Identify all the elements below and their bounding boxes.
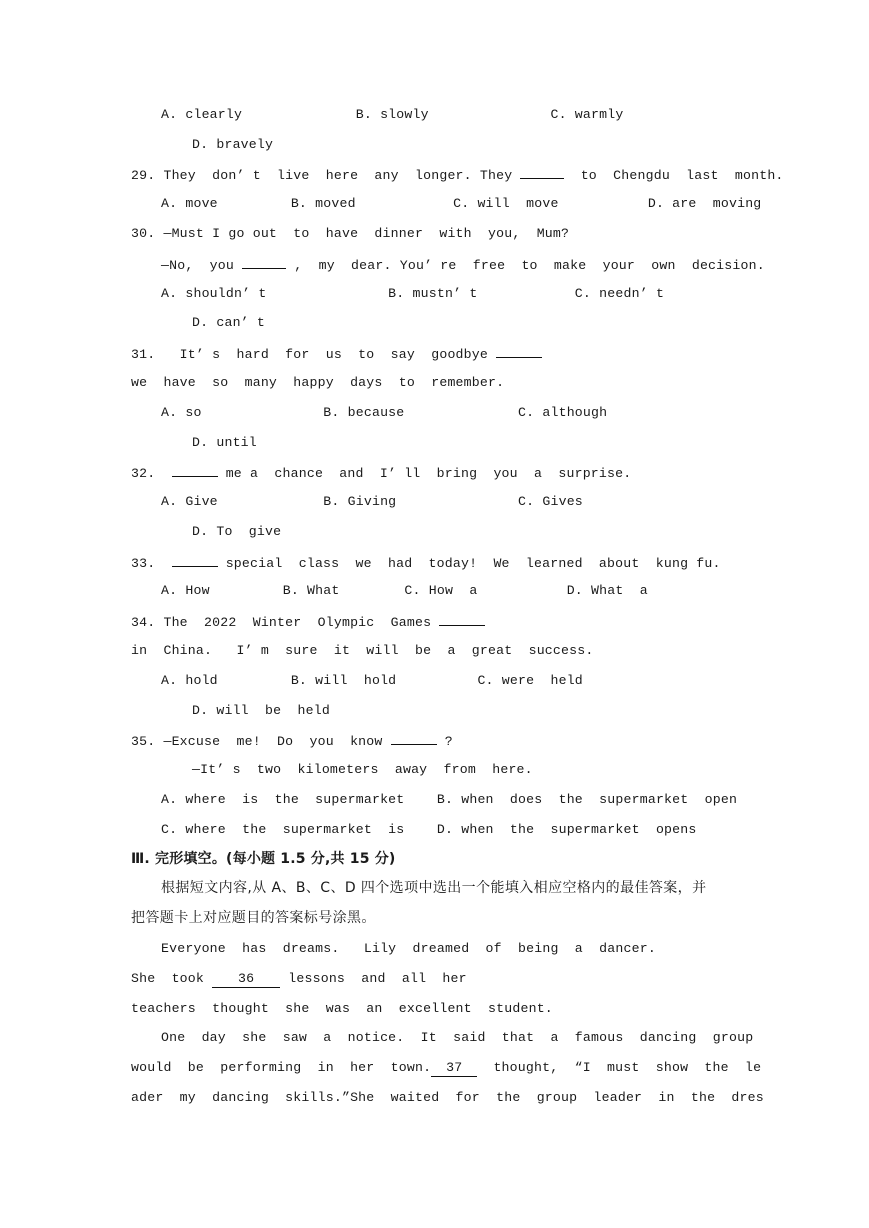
q30-stem: 30. —Must I go out to have dinner with you, Mum? bbox=[131, 226, 570, 241]
answer-blank bbox=[439, 613, 485, 626]
q35-stem: 35. —Excuse me! Do you know ? bbox=[131, 734, 453, 749]
q30-options-abc: A. shouldn’ t B. mustn’ t C. needn’ t bbox=[161, 286, 665, 301]
passage-line: Everyone has dreams. Lily dreamed of being a dancer. bbox=[161, 941, 656, 956]
q29-stem: 29. They don’ t live here any longer. They to Chengdu last month. bbox=[131, 168, 784, 183]
section-title: Ⅲ. 完形填空。(每小题 1.5 分,共 15 分) bbox=[131, 851, 396, 867]
answer-blank bbox=[520, 166, 564, 179]
answer-blank bbox=[172, 554, 218, 567]
q32-stem: 32. me a chance and I’ ll bring you a surprise. bbox=[131, 466, 632, 481]
passage-line: One day she saw a notice. It said that a famous dancing group bbox=[161, 1030, 754, 1045]
passage-line: teachers thought she was an excellent student. bbox=[131, 1001, 553, 1016]
q28-option-d: D. bravely bbox=[192, 137, 274, 152]
section-instructions-line2: 把答题卡上对应题目的答案标号涂黑。 bbox=[131, 910, 376, 926]
q35-response: —It’ s two kilometers away from here. bbox=[192, 762, 533, 777]
q34-stem: 34. The 2022 Winter Olympic Games bbox=[131, 613, 485, 631]
q33-options: A. How B. What C. How a D. What a bbox=[161, 583, 648, 598]
passage-line: would be performing in her town. 37 thought, “I must show the le bbox=[131, 1060, 762, 1075]
blank-37: 37 bbox=[431, 1060, 477, 1077]
blank-36: 36 bbox=[212, 971, 280, 988]
q30-response: —No, you , my dear. You’ re free to make your own decision. bbox=[161, 258, 765, 273]
q28-options-abc: A. clearly B. slowly C. warmly bbox=[161, 107, 624, 122]
q31-options-abc: A. so B. because C. although bbox=[161, 405, 608, 420]
passage-line: She took 36 lessons and all her bbox=[131, 971, 467, 986]
q34-stem-cont: in China. I’ m sure it will be a great success. bbox=[131, 643, 594, 658]
q33-stem: 33. special class we had today! We learned about kung fu. bbox=[131, 556, 721, 571]
q31-stem-cont: we have so many happy days to remember. bbox=[131, 375, 505, 390]
passage-line: ader my dancing skills.”She waited for the group leader in the dres bbox=[131, 1090, 764, 1105]
q34-option-d: D. will be held bbox=[192, 703, 330, 718]
q35-options-cd: C. where the supermarket is D. when the supermarket opens bbox=[161, 822, 697, 837]
q35-options-ab: A. where is the supermarket B. when does the supermarket open bbox=[161, 792, 738, 807]
q34-options-abc: A. hold B. will hold C. were held bbox=[161, 673, 583, 688]
q31-option-d: D. until bbox=[192, 435, 257, 450]
answer-blank bbox=[242, 256, 286, 269]
section-instructions-line1: 根据短文内容,从 A、B、C、D 四个选项中选出一个能填入相应空格内的最佳答案，并 bbox=[161, 880, 707, 896]
q32-option-d: D. To give bbox=[192, 524, 282, 539]
answer-blank bbox=[496, 345, 542, 358]
q29-options: A. move B. moved C. will move D. are moving bbox=[161, 196, 762, 211]
answer-blank bbox=[172, 464, 218, 477]
q31-stem: 31. It’ s hard for us to say goodbye bbox=[131, 345, 542, 363]
q30-option-d: D. can’ t bbox=[192, 315, 266, 330]
answer-blank bbox=[391, 732, 437, 745]
q32-options-abc: A. Give B. Giving C. Gives bbox=[161, 494, 583, 509]
